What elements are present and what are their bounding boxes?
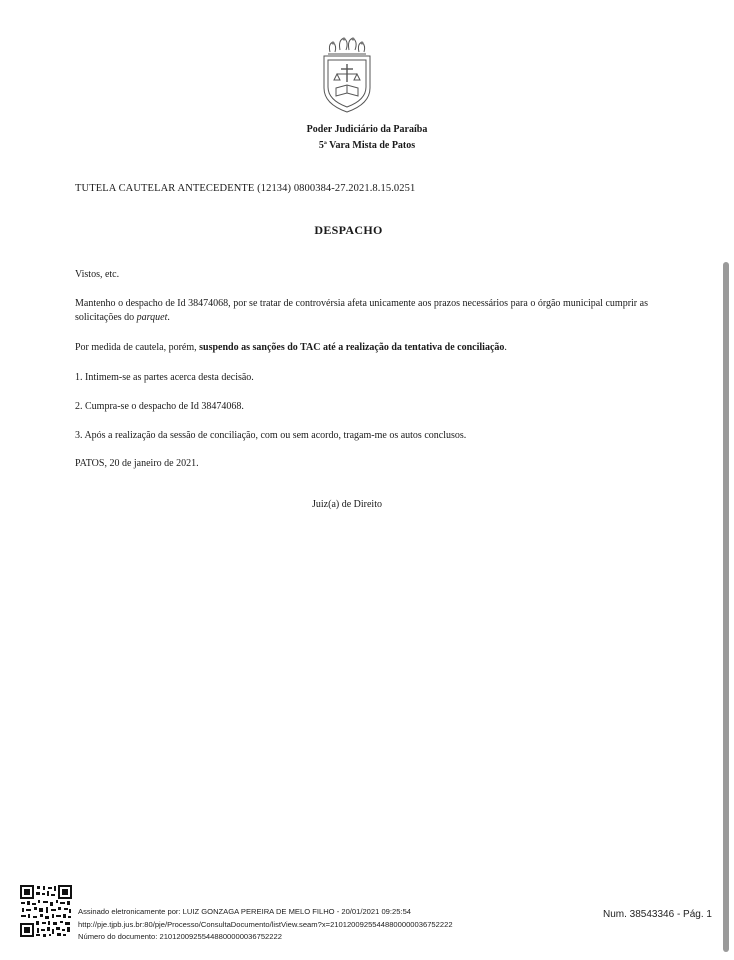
list-item-3: 3. Após a realização da sessão de conciliação, com ou sem acordo, tragam-me os autos conclusos. [75,430,467,441]
signature-label: Juiz(a) de Direito [312,499,382,510]
paragraph-mantenho-italic: parquet [136,312,168,323]
paragraph-cautela-text: Por medida de cautela, porém, [75,342,200,353]
vertical-scrollbar[interactable] [723,262,729,952]
court-division: 5ª Vara Mista de Patos [318,140,416,151]
document-title: DESPACHO [314,223,383,237]
process-identifier: TUTELA CAUTELAR ANTECEDENTE (12134) 0800384-27.2021.8.15.0251 [75,183,416,194]
paragraph-cautela-end: . [504,342,507,353]
paragraph-mantenho [75,297,648,325]
place-date: PATOS, 20 de janeiro de 2021. [75,458,199,469]
paragraph-cautela [75,341,507,355]
list-item-1: 1. Intimem-se as partes acerca desta decisão. [75,372,254,383]
footer-url: http://pje.tjpb.jus.br:80/pje/Processo/ConsultaDocumento/listView.seam?x=21012009255448800000036752222 [78,920,453,929]
list-item-2: 2. Cumpra-se o despacho de Id 38474068. [75,401,244,412]
page-number: Num. 38543346 - Pág. 1 [603,909,712,920]
qr-code-icon [19,884,73,938]
paragraph-cautela-bold: suspendo as sanções do TAC até a realização da tentativa de conciliação [199,342,505,353]
paragraph-vistos: Vistos, etc. [75,269,120,280]
court-name: Poder Judiciário da Paraíba [306,124,428,135]
coat-of-arms-icon [316,36,378,116]
footer-document-number: Número do documento: 21012009255448800000036752222 [78,932,282,941]
footer-signed-by: Assinado eletronicamente por: LUIZ GONZAGA PEREIRA DE MELO FILHO - 20/01/2021 09:25:54 [78,907,412,916]
paragraph-mantenho-end: . [167,312,170,323]
paragraph-mantenho-text: Mantenho o despacho de Id 38474068, por se tratar de controvérsia afeta unicamente aos prazos necessários para o órgão municipal cumprir as solicitações do [75,298,648,323]
